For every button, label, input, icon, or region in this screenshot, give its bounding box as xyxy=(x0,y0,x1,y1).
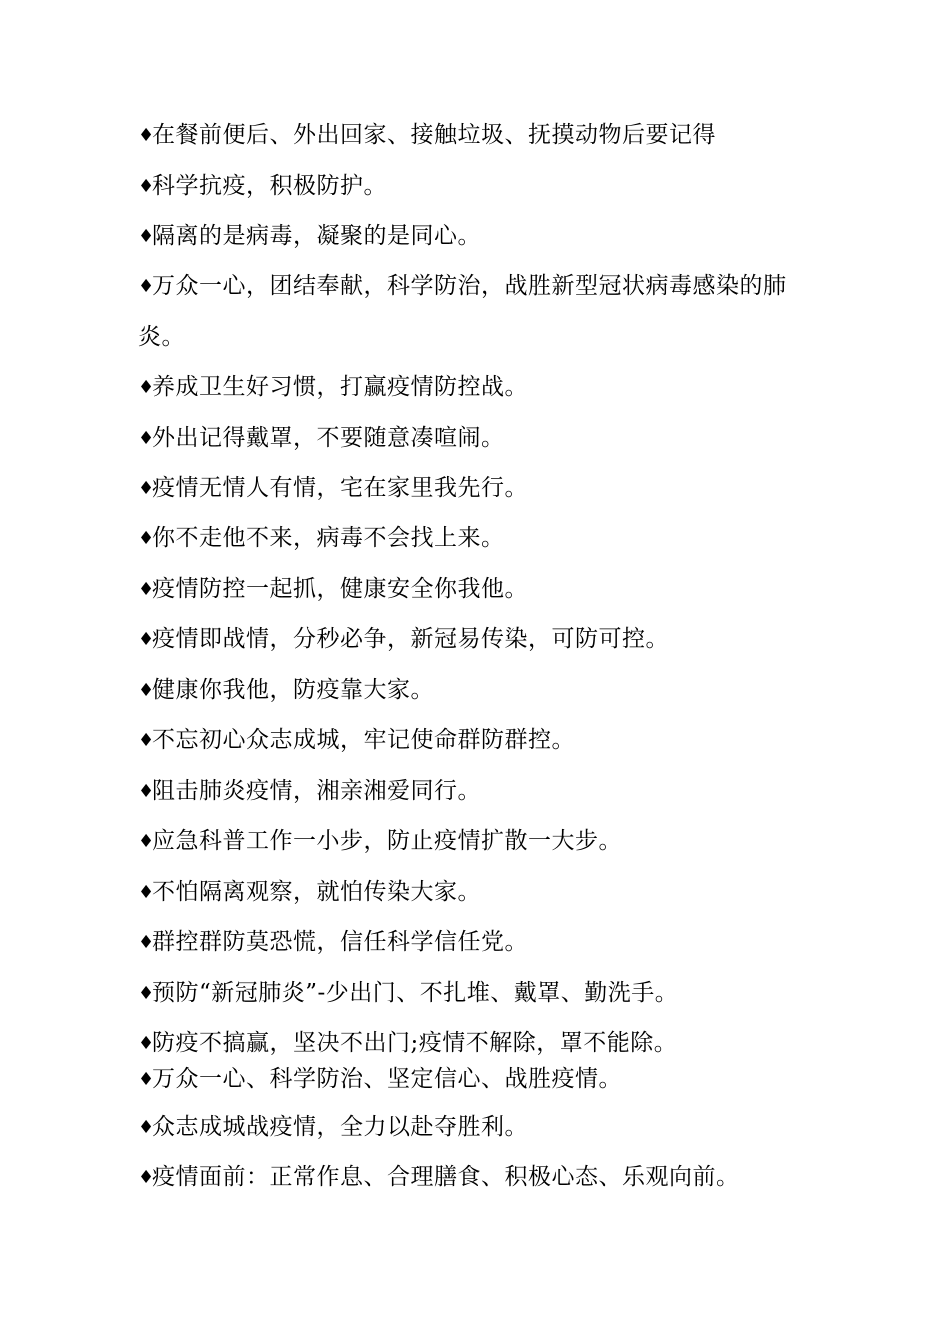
slogan-text: 炎。 xyxy=(138,324,185,350)
slogan-line xyxy=(138,271,828,302)
diamond-bullet-icon: ♦ xyxy=(138,176,155,197)
diamond-bullet-icon: ♦ xyxy=(138,1033,155,1054)
slogan-text: 养成卫生好习惯，打赢疫情防控战。 xyxy=(152,374,528,400)
slogan-text: 万众一心、科学防治、坚定信心、战胜疫情。 xyxy=(152,1066,622,1092)
slogan-text: 疫情面前：正常作息、合理膳食、积极心态、乐观向前。 xyxy=(152,1164,740,1190)
slogan-text: 不怕隔离观察，就怕传染大家。 xyxy=(152,879,481,905)
diamond-bullet-icon: ♦ xyxy=(138,1117,155,1138)
slogan-line xyxy=(138,725,828,756)
slogan-line-continuation xyxy=(138,322,828,352)
slogan-text: 在餐前便后、外出回家、接触垃圾、抚摸动物后要记得 xyxy=(152,122,716,148)
diamond-bullet-icon: ♦ xyxy=(138,1167,155,1188)
diamond-bullet-icon: ♦ xyxy=(138,377,155,398)
slogan-line xyxy=(138,523,828,554)
slogan-line xyxy=(138,423,828,454)
slogan-line xyxy=(138,675,828,706)
slogan-line xyxy=(138,372,828,403)
diamond-bullet-icon: ♦ xyxy=(138,831,155,852)
diamond-bullet-icon: ♦ xyxy=(138,882,155,903)
slogan-line xyxy=(138,1028,828,1059)
slogan-line xyxy=(138,574,828,605)
slogan-text: 科学抗疫，积极防护。 xyxy=(152,173,387,199)
slogan-text: 隔离的是病毒，凝聚的是同心。 xyxy=(152,223,481,249)
slogan-line xyxy=(138,473,828,504)
slogan-line xyxy=(138,1112,828,1143)
slogan-line xyxy=(138,927,828,958)
slogan-line xyxy=(138,978,828,1009)
diamond-bullet-icon: ♦ xyxy=(138,629,155,650)
slogan-line xyxy=(138,826,828,857)
slogan-text: 不忘初心众志成城，牢记使命群防群控。 xyxy=(152,727,575,753)
diamond-bullet-icon: ♦ xyxy=(138,528,155,549)
slogan-text: 疫情无情人有情，宅在家里我先行。 xyxy=(152,475,528,501)
slogan-text: 健康你我他，防疫靠大家。 xyxy=(152,677,434,703)
diamond-bullet-icon: ♦ xyxy=(138,932,155,953)
diamond-bullet-icon: ♦ xyxy=(138,983,155,1004)
slogan-text: 疫情防控一起抓，健康安全你我他。 xyxy=(152,576,528,602)
slogan-text: 防疫不搞赢，坚决不出门;疫情不解除，罩不能除。 xyxy=(152,1030,678,1056)
slogan-line xyxy=(138,877,828,908)
diamond-bullet-icon: ♦ xyxy=(138,428,155,449)
diamond-bullet-icon: ♦ xyxy=(138,478,155,499)
diamond-bullet-icon: ♦ xyxy=(138,226,155,247)
diamond-bullet-icon: ♦ xyxy=(138,1069,155,1090)
slogan-text: 应急科普工作一小步，防止疫情扩散一大步。 xyxy=(152,828,622,854)
slogan-line xyxy=(138,171,828,202)
slogan-line xyxy=(138,1064,828,1095)
slogan-text: 群控群防莫恐慌，信任科学信任党。 xyxy=(152,929,528,955)
slogan-text: 阻击肺炎疫情，湘亲湘爱同行。 xyxy=(152,778,481,804)
slogan-text: 众志成城战疫情，全力以赴夺胜利。 xyxy=(152,1114,528,1140)
slogan-line xyxy=(138,120,828,151)
diamond-bullet-icon: ♦ xyxy=(138,730,155,751)
diamond-bullet-icon: ♦ xyxy=(138,276,155,297)
slogan-text: 疫情即战情，分秒必争，新冠易传染，可防可控。 xyxy=(152,626,669,652)
slogan-line xyxy=(138,624,828,655)
slogan-text: 预防“新冠肺炎”-少出门、不扎堆、戴罩、勤洗手。 xyxy=(152,980,679,1006)
slogan-line xyxy=(138,776,828,807)
slogan-line xyxy=(138,221,828,252)
diamond-bullet-icon: ♦ xyxy=(138,579,155,600)
diamond-bullet-icon: ♦ xyxy=(138,781,155,802)
diamond-bullet-icon: ♦ xyxy=(138,680,155,701)
slogan-text: 外出记得戴罩，不要随意凑喧闹。 xyxy=(152,425,505,451)
diamond-bullet-icon: ♦ xyxy=(138,125,155,146)
slogan-text: 万众一心，团结奉献，科学防治，战胜新型冠状病毒感染的肺 xyxy=(152,273,787,299)
slogan-line xyxy=(138,1162,828,1193)
slogan-text: 你不走他不来，病毒不会找上来。 xyxy=(152,525,505,551)
